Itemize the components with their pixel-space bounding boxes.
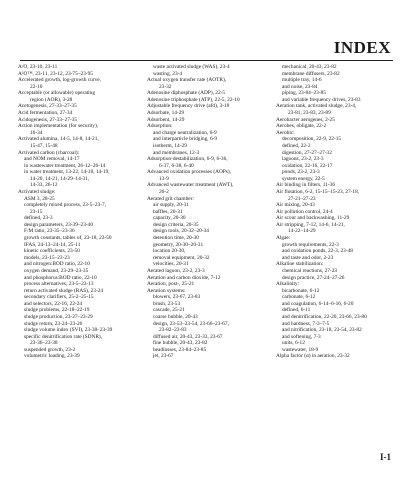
index-subentry: growth constants, tables of, 23-18, 23-50 (24, 235, 112, 242)
index-entry: Adenosine diphosphate (ADP), 22-5 (147, 90, 226, 97)
index-subentry: bicarbonate, 6-12 (282, 287, 320, 294)
index-entry: Adsorbate, 14-29 (147, 110, 185, 117)
index-subentry: suspended growth, 23-2 (24, 346, 76, 353)
index-subentry: defined, 22-2 (282, 142, 311, 149)
index-entry: Activated alumina, 14-5, 14-8, 14-21, (18, 136, 99, 143)
index-entry: Aerobes, obligate, 22-2 (276, 123, 327, 130)
index-subentry: and variable frequency drives, 23-83 (282, 96, 361, 103)
index-subentry: kinetic coefficients, 23-50 (24, 248, 80, 255)
index-subentry: isotherm, 14-29 (153, 142, 187, 149)
index-entry: Acid fermentation, 27-34 (18, 110, 73, 117)
index-subentry: design parameters, 23-39–23-40 (24, 221, 94, 228)
index-entry: Aerobacter aerogenes, 2-25 (276, 116, 335, 123)
index-subentry: wasting, 23-4 (153, 70, 183, 77)
index-subentry: and nitrification, 23-18, 23-54, 23-82 (282, 327, 362, 334)
index-subentry: ASM 3, 28-25 (24, 195, 55, 202)
index-subentry: chemical reactions, 27-23 (282, 267, 338, 274)
index-subentry: defined, 23-3 (24, 215, 53, 222)
index-entry: Air pollution control, 24-4 (276, 208, 333, 215)
index-entry: Alpha factor (α) in aeration, 23-32 (276, 353, 350, 360)
index-subentry: and softening, 7-3 (282, 333, 321, 340)
index-continuation: 14-20, 14-21, 14-29–14-31, (30, 175, 90, 182)
index-subentry: and noise, 23-84 (282, 83, 318, 90)
index-subentry: geometry, 20-30–20-31 (153, 241, 204, 248)
index-subentry: ponds, 23-2, 23-3 (282, 169, 320, 176)
index-entry: Accelerated growth, log-growth curve, (18, 77, 101, 84)
index-subentry: system energy, 22-5 (282, 175, 325, 182)
index-subentry: process alternatives, 23-5–23-13 (24, 281, 94, 288)
index-subentry: headlosses, 23-84–23-85 (153, 346, 207, 353)
index-entry: A/O, 23-10, 23-11 (18, 64, 58, 70)
index-subentry: defined, 6-11 (282, 307, 311, 314)
index-entry: Adsorption: (147, 123, 173, 130)
index-entry: Aeration tank, activated sludge, 23-4, (276, 103, 357, 110)
index-entry: Air scour and backwashing, 11-29 (276, 215, 350, 222)
index-column-2 (147, 64, 269, 444)
index-continuation: 23-32 (159, 83, 172, 90)
index-subentry: and selectors, 22-16, 22-24 (24, 300, 83, 307)
index-subentry: specific denitrification rate (SDNR), (24, 333, 103, 340)
index-subentry: and interparticle bridging, 6-9 (153, 136, 218, 143)
index-entry: Air mixing, 20-43 (276, 202, 315, 209)
index-entry: Activated sludge: (18, 188, 56, 195)
index-entry: Aeration systems: (147, 287, 186, 294)
index-entry: Aerated lagoon, 23-2, 23-3 (147, 267, 205, 274)
index-subentry: growth requirements, 22-3 (282, 241, 339, 248)
index-continuation: 16-34 (30, 129, 43, 136)
index-column-1 (18, 64, 140, 444)
index-entry: Aerated grit chamber: (147, 195, 194, 202)
index-subentry: and coagulation, 6-14–6-16, 6-20 (282, 300, 354, 307)
index-continuation: 23-15 (30, 208, 43, 215)
index-subentry: decomposition, 22-9, 22-15 (282, 136, 342, 143)
index-subentry: in water treatment, 13-22, 14-18, 14-19, (24, 169, 110, 176)
index-subentry: sludge production, 23-27–23-29 (24, 313, 93, 320)
index-subentry: carbonate, 6-12 (282, 294, 316, 301)
index-entry: Alkalinity: (276, 281, 300, 288)
index-entry: Aeration and carbon dioxide, 7-12 (147, 274, 221, 281)
index-subentry: units, 6-12 (282, 340, 305, 347)
index-subentry: baffles, 20-31 (153, 208, 183, 215)
index-subentry: and nitrogen:BOD ratio, 22-10 (24, 261, 90, 268)
index-subentry: brush, 23-53 (153, 300, 181, 307)
index-entry: Adenosine triphosphate (ATP), 22-5, 22-10 (147, 96, 240, 103)
index-entry: Aeration, post-, 25-21 (147, 281, 195, 288)
index-entry: Adsorbent, 14-29 (147, 116, 185, 123)
index-entry: Action implementation (for security), (18, 123, 99, 130)
index-subentry: design criteria, 20-35 (153, 221, 199, 228)
index-subentry: and oxidation ponds, 22-3, 23-48 (282, 248, 353, 255)
index-entry: Aerobic: (276, 129, 295, 136)
index-subentry: velocities, 20-31 (153, 261, 189, 268)
index-continuation: 13-9 (159, 175, 169, 182)
index-continuation: 23-36–23-38 (30, 340, 58, 347)
index-subentry: and taste and odor, 2-23 (282, 254, 334, 261)
index-entry: Air stripping, 7-12, 14-6, 14-21, (276, 221, 345, 228)
index-subentry: sludge volume index (SVI), 23-38–23-39 (24, 327, 113, 334)
index-subentry: location 20-30, (153, 248, 186, 255)
index-continuation: 14-22–14-29 (288, 228, 316, 235)
index-subentry: secondary clarifiers, 25-2–25-15 (24, 294, 94, 301)
index-subentry: design, 23-53–23-54, 23-66–23-67, (153, 320, 229, 327)
index-subentry: return activated sludge (RAS), 23-24 (24, 287, 104, 294)
index-subentry: digestion, 27-27–27-32 (282, 149, 332, 156)
index-column-3 (276, 64, 398, 444)
index-subentry: diffused air, 20-43, 23-33, 23-67 (153, 333, 223, 340)
index-subentry: multiple tray, 14-6 (282, 77, 322, 84)
index-continuation: 26-2 (159, 188, 169, 195)
index-subentry: and phosphorus:BOD ratio, 22-10 (24, 274, 97, 281)
index-subentry: oxygen demand, 23-29–23-35 (24, 267, 89, 274)
index-continuation: 23-81, 23-83, 23-89 (288, 110, 331, 117)
index-entry: Actual oxygen transfer rate (AOTR), (147, 77, 227, 84)
index-entry: Alkaline stabilization: (276, 261, 324, 268)
index-subentry: volumetric loading, 23-39 (24, 353, 80, 360)
index-entry: Acetogenesis, 27-33–27-35 (18, 103, 77, 110)
index-entry: Adjustable frequency drive (afd), 3-18 (147, 103, 230, 110)
index-subentry: piping, 23-84–23-85 (282, 90, 326, 97)
index-subentry: waste activated sludge (WAS), 23-4 (153, 64, 230, 70)
index-subentry: sludge problems, 22-18–22-19 (24, 307, 90, 314)
index-continuation: 22-10 (30, 83, 43, 90)
index-subentry: sludge return, 23-24–23-26 (24, 320, 83, 327)
index-entry: Advanced oxidation processes (AOPs), (147, 169, 231, 176)
index-entry: Adsorption-destabilization, 6-9, 6-36, (147, 156, 228, 163)
page-number: I-1 (380, 452, 391, 462)
index-subentry: jet, 23-67 (153, 353, 174, 360)
index-subentry: lagoons, 23-2, 23-3 (282, 156, 324, 163)
index-subentry: cascade, 25-21 (153, 307, 185, 314)
index-continuation: 14-33, 26-12 (30, 182, 58, 189)
index-subentry: air supply, 20-31 (153, 202, 190, 209)
index-subentry: wastewater, 18-9 (282, 346, 319, 353)
index-entry: Air binding in filters, 11-36 (276, 182, 336, 189)
index-columns (18, 64, 398, 444)
index-subentry: capacity, 20-30 (153, 215, 186, 222)
index-subentry: mechanical, 20-43, 23-82 (282, 64, 337, 70)
index-subentry: oxidation, 22-16, 22-17 (282, 162, 333, 169)
index-subentry: IFAS, 24-13–24-14, 25-11 (24, 241, 81, 248)
index-subentry: design tools, 20-32–20-34 (153, 228, 209, 235)
index-continuation: 15-47, 15-48 (30, 142, 58, 149)
index-continuation: region (AOR), 3-28 (30, 96, 73, 103)
index-subentry: fine bubble, 20-43, 23-82 (153, 340, 208, 347)
index-continuation: 23-82–23-83 (159, 327, 187, 334)
index-subentry: completely mixed process, 23-5–23-7, (24, 202, 107, 209)
index-subentry: membrane diffusers, 23-82 (282, 70, 340, 77)
index-subentry: and NOM removal, 14-17 (24, 156, 80, 163)
index-subentry: coarse bubble, 20-43 (153, 313, 198, 320)
index-entry: Air flotation, 6-2, 15-15–15-23, 27-18, (276, 188, 360, 195)
page-title: INDEX (333, 38, 391, 57)
index-subentry: design practice, 27-24–27-26 (282, 274, 345, 281)
index-entry: Advanced wastewater treatment (AWT), (147, 182, 234, 189)
index-subentry: and denitrification, 22-20, 23-66, 23-80 (282, 313, 367, 320)
index-subentry: removal equipment, 20-32 (153, 254, 210, 261)
index-entry: Acidogenesis, 27-33–27-35 (18, 116, 78, 123)
index-subentry: F/M ratio, 23-35–23-36 (24, 228, 75, 235)
index-continuation: 27-21–27-23 (288, 195, 316, 202)
index-subentry: and membranes, 12-3 (153, 149, 200, 156)
index-continuation: 6-37, 6-38, 6-40 (159, 162, 194, 169)
index-subentry: in wastewater treatment, 26-12–26-14 (24, 162, 106, 169)
index-subentry: blowers, 23-67, 23-83 (153, 294, 201, 301)
index-subentry: models, 23-15–23-23 (24, 254, 70, 261)
index-subentry: detention time, 20-30 (153, 235, 199, 242)
index-subentry: and hardness, 7-3–7-5 (282, 320, 330, 327)
header-rule (20, 60, 393, 61)
index-entry: A²O™, 23-11, 23-12, 23-75–23-95 (18, 70, 93, 77)
index-entry: Algae: (276, 235, 291, 242)
index-entry: Activated carbon (charcoal): (18, 149, 80, 156)
index-subentry: and charge neutralization, 6-9 (153, 129, 217, 136)
index-entry: Acceptable (or allowable) operating (18, 90, 96, 97)
